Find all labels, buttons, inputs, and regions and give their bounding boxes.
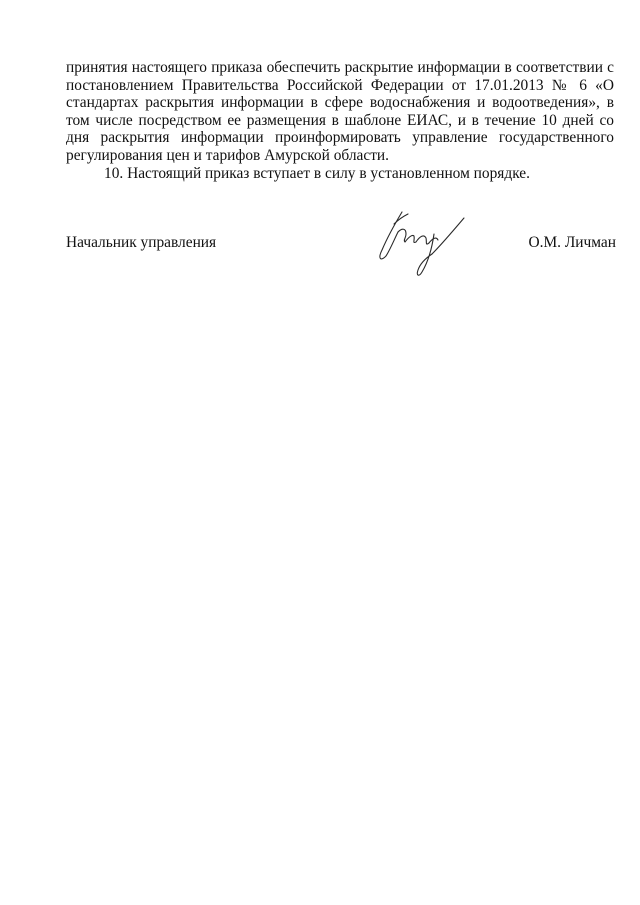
document-body bbox=[66, 59, 614, 182]
paragraph-item-10: 10. Настоящий приказ вступает в силу в установленном порядке. bbox=[104, 164, 530, 182]
signatory-name: О.М. Личман bbox=[528, 234, 616, 251]
signatory-position: Начальник управления bbox=[66, 234, 217, 251]
paragraph-continuation: принятия настоящего приказа обеспечить раскрытие информации в соответствии с постановлением Правительства Российской Федерации от 17.01.2013 № 6 «О стандартах раскрытия информации в сфере водоснабжения и водоотведения», в том числе посредством ее размещения в шаблоне ЕИАС, и в течение 10 дней со дня раскрытия информации проинформировать управление государственного регулирования цен и тарифов Амурской области. bbox=[66, 59, 614, 164]
handwritten-signature-icon bbox=[372, 206, 472, 284]
